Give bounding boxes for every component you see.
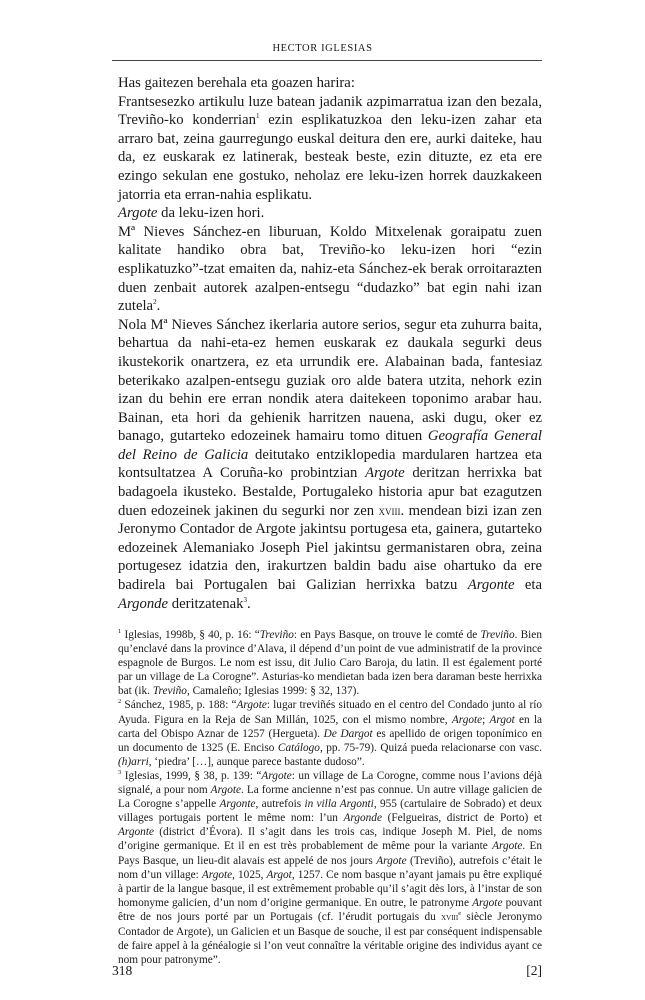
paragraph-4: Mª Nieves Sánchez-en liburuan, Koldo Mitxelenak goraipatu zuen kalitate handiko obra bat, Treviño-ko leku-izen hori “ezin esplikatuzko”-tzat emaiten da, nahiz-eta Sánchez-ek berak orroitarazten duen zenbait autorek azalpen-entsegu “dudazko” bat egin nahi izan zutela$^2$. — [118, 223, 542, 315]
footnotes — [118, 628, 542, 967]
running-header: HECTOR IGLESIAS — [272, 43, 373, 54]
footnote-3: $^3$ Iglesias, 1999, § 38, p. 139: “Argote: un village de La Corogne, comme nous l’avions déjà signalé, a pour nom Argote. La forme ancienne n’est pas connue. Un autre village galicien de La Corogne s’appelle Argonte, autrefois in villa Argonti, 955 (cartulaire de Sobrado) et deux villages portugais portent le même nom: l’un Argonde (Felgueiras, district de Porto) et Argonte (district d’Évora). Il s’agit dans les trois cas, indique Joseph M. Piel, de noms d’origine germanique. Et il en est très probablement de même pour la variante Argote. En Pays Basque, un lieu-dit alavais est appelé de nos jours Argote (Treviño), autrefois c’était le nom d’un village: Argote, 1025, Argot, 1257. Ce nom basque n’ayant jamais pu être expliqué à partir de la langue basque, il est extrêmement probable qu’il s’agit dès lors, à l’instar de son homonyme galicien, d’un nom d’origine germanique. En outre, le patronyme Argote pouvant être de nos jours porté par un Portugais (cf. l’érudit portugais du xviii$^e$ siècle Jeronymo Contador de Argote), un Galicien et un Basque de souche, il est par conséquent indispensable de faire appel à la généalogie si l’on veut connaître la véritable origine des individus ayant ce nom pour patronyme”. — [118, 769, 543, 967]
main-text — [118, 74, 542, 613]
page-number: 318 — [112, 963, 133, 978]
footnote-ref-2[interactable]: 2 — [153, 298, 157, 307]
footnote-ref-3[interactable]: 3 — [243, 595, 247, 604]
footnote-2: $^2$ Sánchez, 1985, p. 188: “Argote: lugar treviñés situado en el centro del Condado junto al río Ayuda. Figura en la Reja de San Millán, 1025, con el mismo nombre, Argote; Argot en la carta del Obispo Aznar de 1257 (Hergueta). De Dargot es apellido de origen toponímico en un documento de 1325 (E. Enciso Catálogo, pp. 75-79). Quizá pueda relacionarse con vasc. (h)arri, ‘piedra’ […], aunque parece bastante dudoso”. — [118, 698, 543, 768]
bracketed-page-number: [2] — [526, 963, 542, 978]
header-rule — [112, 60, 542, 61]
paragraph-1: Has gaitezen berehala eta goazen harira: — [118, 75, 355, 91]
footnote-ref-1[interactable]: 1 — [255, 112, 260, 121]
paragraph-3: Argote da leku-izen hori. — [118, 205, 265, 222]
paragraph-5: Nola Mª Nieves Sánchez ikerlaria autore serios, segur eta zuhurra baita, behartua da nahi-eta-ez hemen euskarak ez daukala segurki deus ikustekorik onartzera, ez eta urrundik ere. Alabainan bada, fantesiaz beterikako azalpen-entsegu guziak oro alde batera utzita, nehork ezin izan du behin ere erran nondik atera daitekeen toponimo arabar hau. Bainan, eta hori da gehienik harritzen nauena, aski dugu, oker ez banago, gutarteko edozeinek hamairu tomo dituen Geografía General del Reino de Galicia deitutako entziklopedia mardularen hartzea eta kontsultatzea A Coruña-ko probintzian Argote deritzan herrixka bat badagoela ikusteko. Bestalde, Portugaleko historia apur bat ezagutzen duen edozeinek jakinen du segurki nor zen xviii. mendean bizi izan zen Jeronymo Contador de Argote jakintsu portugesa eta, gainera, gutarteko edozeinek Alemaniako Joseph Piel jakintsu germanistaren obra, zeina portugesez idatzia den, irakurtzen baldin badu aise ohartuko da ere badirela bai Portugalen bai Galizian herrixka batzu Argonte eta Argonde deritzatenak$^3$. — [118, 316, 542, 612]
paragraph-2: Frantsesezko artikulu luze batean jadanik azpimarratua izan den bezala, Treviño-ko konderrian$^1$ ezin esplikatuzkoa den leku-izen zahar eta arraro bat, zeina gaurregungo euskal deitura den ere, aurki daiteke, hau da, ez euskarak ez latinerak, besteak beste, ezin dituzte, ez eta ere ezingo sekulan ene gostuko, neholaz ere leku-izen horrek dauzkakeen jatorria eta erran-nahia esplikatu. — [118, 93, 542, 203]
footnote-1: $^1$ Iglesias, 1998b, § 40, p. 16: “Treviño: en Pays Basque, on trouve le comté de Treviño. Bien qu’enclavé dans la province d’Alava, il dépend d’un point de vue administratif de la province espagnole de Burgos. Le nom est issu, dit Julio Caro Baroja, du latin. Il est également porté par un village de La Corogne”. Asturias-ko mendietan bada izen bera daraman beste herrixka bat (ik. Treviño, Camaleño; Iglesias 1999: § 32, 137). — [118, 628, 542, 698]
